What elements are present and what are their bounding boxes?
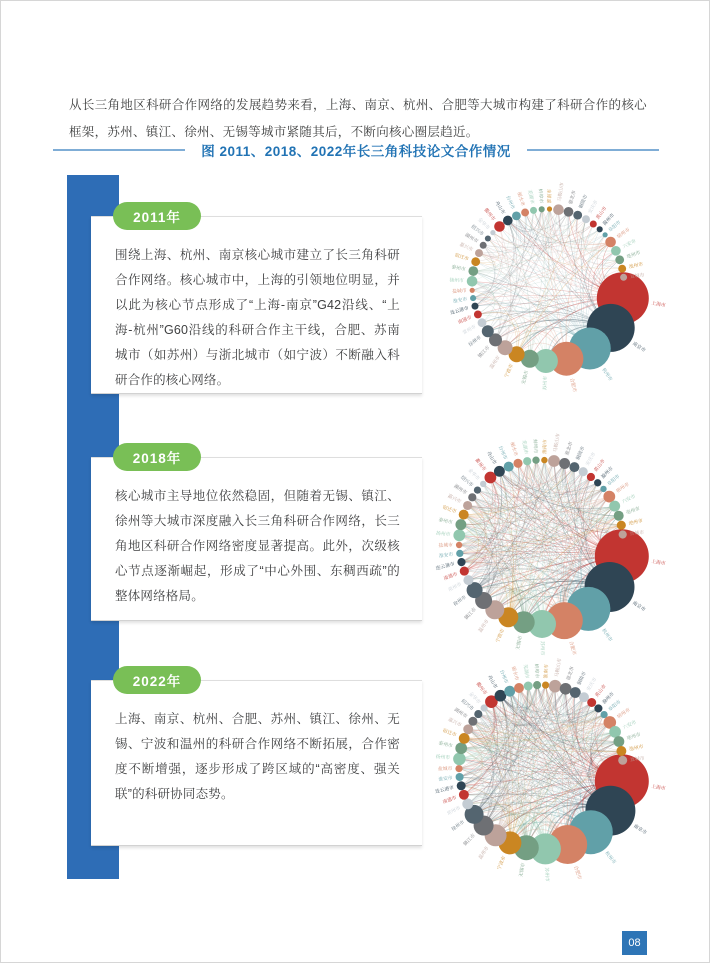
svg-text:台州市: 台州市 — [496, 445, 508, 461]
svg-text:无锡市: 无锡市 — [516, 635, 524, 651]
svg-text:池州市: 池州市 — [628, 744, 644, 753]
svg-text:苏州市: 苏州市 — [538, 640, 545, 656]
network-diagram-2022 — [409, 649, 694, 889]
svg-text:南通市: 南通市 — [442, 795, 458, 806]
section-text-2022: 上海、南京、杭州、合肥、苏州、镇江、徐州、无锡、宁波和温州的科研合作网络不断拓展，合作密度不断增强，逐步形成了跨区域的“高密度、强关联”的科研协同态势。 — [115, 712, 400, 801]
svg-text:安庆市: 安庆市 — [585, 451, 598, 467]
svg-text:宿迁市: 宿迁市 — [441, 505, 457, 515]
year-badge-2018: 2018年 — [113, 443, 201, 471]
svg-text:绍兴市: 绍兴市 — [459, 475, 474, 489]
svg-text:无锡市: 无锡市 — [521, 370, 531, 386]
figure-title: 图 2011、2018、2022年长三角科技论文合作情况 — [201, 144, 511, 159]
svg-text:宁波市: 宁波市 — [495, 628, 507, 644]
section-card-2018 — [91, 457, 422, 621]
svg-text:淮安市: 淮安市 — [438, 776, 453, 783]
svg-text:芜湖市: 芜湖市 — [526, 189, 535, 205]
intro-paragraph: 从长三角地区科研合作网络的发展趋势来看，上海、南京、杭州、合肥等大城市构建了科研合作的核心框架，苏州、镇江、徐州、无锡等城市紧随其后，不断向核心圈层趋近。 — [69, 97, 647, 139]
title-rule-left — [53, 149, 185, 151]
svg-text:丽水市: 丽水市 — [508, 441, 518, 457]
svg-text:泰州市: 泰州市 — [437, 741, 453, 750]
svg-text:宁波市: 宁波市 — [504, 363, 515, 379]
svg-text:南通市: 南通市 — [443, 572, 459, 582]
svg-text:杭州市: 杭州市 — [600, 628, 613, 643]
svg-text:上海市: 上海市 — [650, 784, 666, 793]
svg-text:湖州市: 湖州市 — [452, 484, 468, 497]
svg-text:绍兴市: 绍兴市 — [469, 224, 485, 238]
svg-text:阜阳市: 阜阳市 — [608, 220, 623, 234]
svg-text:衢州市: 衢州市 — [473, 458, 487, 473]
svg-text:苏州市: 苏州市 — [543, 867, 549, 882]
svg-text:无锡市: 无锡市 — [519, 862, 527, 878]
svg-text:宁波市: 宁波市 — [497, 855, 508, 871]
svg-text:铜陵市: 铜陵市 — [579, 194, 590, 210]
svg-text:徐州市: 徐州市 — [468, 335, 483, 349]
svg-text:上海市: 上海市 — [650, 559, 666, 568]
svg-text:淮安市: 淮安市 — [438, 552, 454, 560]
svg-text:连云港市: 连云港市 — [435, 562, 456, 572]
svg-text:舟山市: 舟山市 — [493, 200, 506, 216]
svg-text:嘉兴市: 嘉兴市 — [458, 242, 474, 254]
svg-text:盐城市: 盐城市 — [452, 288, 467, 295]
svg-text:扬州市: 扬州市 — [435, 531, 451, 538]
svg-text:金华市: 金华市 — [466, 468, 481, 482]
svg-text:衢州市: 衢州市 — [474, 681, 488, 697]
svg-text:扬州市: 扬州市 — [435, 754, 451, 762]
svg-text:马鞍山市: 马鞍山市 — [554, 657, 564, 678]
svg-text:马鞍山市: 马鞍山市 — [553, 433, 562, 453]
svg-text:滁州市: 滁州市 — [601, 466, 615, 481]
svg-text:泰州市: 泰州市 — [450, 265, 466, 273]
timeline-rail-step — [67, 394, 119, 457]
svg-text:镇江市: 镇江市 — [463, 833, 477, 848]
svg-text:南京市: 南京市 — [631, 600, 646, 614]
svg-text:马鞍山市: 马鞍山市 — [557, 182, 566, 202]
network-diagram-2011 — [416, 167, 701, 407]
section-card-2022 — [91, 680, 422, 846]
svg-text:滁州市: 滁州市 — [602, 691, 616, 706]
svg-text:合肥市: 合肥市 — [567, 640, 577, 656]
svg-text:芜湖市: 芜湖市 — [520, 439, 528, 455]
year-badge-2011: 2011年 — [113, 202, 201, 230]
svg-text:舟山市: 舟山市 — [484, 450, 497, 466]
svg-text:合肥市: 合肥市 — [572, 865, 582, 881]
svg-text:亳州市: 亳州市 — [626, 732, 642, 742]
svg-text:淮北市: 淮北市 — [565, 441, 575, 457]
timeline-rail-step — [67, 846, 119, 879]
svg-text:蚌埠市: 蚌埠市 — [532, 663, 539, 679]
svg-text:杭州市: 杭州市 — [603, 850, 617, 866]
svg-text:宿迁市: 宿迁市 — [441, 728, 457, 739]
svg-text:连云港市: 连云港市 — [434, 785, 455, 796]
svg-text:黄山市: 黄山市 — [594, 684, 608, 699]
svg-text:宣城市: 宣城市 — [630, 756, 645, 763]
svg-text:淮北市: 淮北市 — [566, 666, 576, 682]
svg-text:南京市: 南京市 — [632, 824, 648, 837]
section-text-2018: 核心城市主导地位依然稳固，但随着无锡、镇江、徐州等大城市深度融入长三角科研合作网络，长三角地区科研合作网络密度显著提高。此外，次级核心节点逐渐崛起，形成了“中心外围、东稠西疏”的整体网络格局。 — [115, 489, 400, 603]
svg-text:南京市: 南京市 — [631, 341, 646, 354]
year-badge-2022: 2022年 — [113, 666, 201, 694]
svg-text:芜湖市: 芜湖市 — [521, 664, 529, 680]
svg-text:池州市: 池州市 — [628, 262, 644, 271]
svg-text:宿州市: 宿州市 — [616, 708, 632, 721]
svg-text:温州市: 温州市 — [489, 355, 502, 371]
svg-text:六安市: 六安市 — [622, 239, 638, 251]
page-number-badge: 08 — [622, 931, 647, 955]
svg-text:温州市: 温州市 — [478, 619, 491, 634]
svg-text:安庆市: 安庆市 — [587, 199, 600, 215]
svg-text:衢州市: 衢州市 — [482, 207, 496, 223]
timeline-rail — [67, 175, 91, 879]
timeline-rail-step — [67, 175, 119, 217]
svg-text:安庆市: 安庆市 — [586, 677, 599, 693]
svg-text:连云港市: 连云港市 — [449, 306, 470, 317]
svg-text:亳州市: 亳州市 — [625, 506, 641, 517]
svg-text:宣城市: 宣城市 — [629, 530, 645, 538]
svg-text:舟山市: 舟山市 — [486, 674, 498, 690]
section-card-2011 — [91, 216, 422, 394]
svg-text:丽水市: 丽水市 — [509, 665, 519, 682]
svg-text:淮南市: 淮南市 — [542, 439, 549, 455]
svg-text:阜阳市: 阜阳市 — [607, 474, 622, 488]
svg-text:镇江市: 镇江市 — [477, 345, 492, 360]
svg-text:台州市: 台州市 — [504, 195, 515, 211]
svg-text:嘉兴市: 嘉兴市 — [446, 494, 462, 506]
svg-text:温州市: 温州市 — [478, 845, 491, 861]
svg-text:亳州市: 亳州市 — [626, 250, 642, 261]
svg-text:阜阳市: 阜阳市 — [608, 699, 623, 713]
network-diagram-2018 — [409, 424, 694, 664]
svg-text:徐州市: 徐州市 — [453, 595, 468, 608]
svg-text:淮南市: 淮南市 — [544, 664, 550, 679]
figure-title-row — [41, 140, 671, 160]
svg-text:宣城市: 宣城市 — [629, 273, 645, 280]
svg-text:湖州市: 湖州市 — [463, 232, 479, 245]
svg-text:扬州市: 扬州市 — [449, 278, 464, 285]
section-text-2011: 围绕上海、杭州、南京核心城市建立了长三角科研合作网络。核心城市中，上海的引领地位明显，并以此为核心节点形成了“上海-南京”G42沿线、“上海-杭州”G60沿线的科研合作主干线，合肥、苏南城市（如苏州）与浙北城市（如宁波）不断融入科研合作的核心网络。 — [115, 248, 400, 387]
svg-text:泰州市: 泰州市 — [437, 518, 453, 526]
svg-text:常州市: 常州市 — [447, 582, 463, 594]
svg-text:杭州市: 杭州市 — [600, 367, 613, 383]
svg-text:金华市: 金华市 — [476, 217, 491, 232]
svg-text:铜陵市: 铜陵市 — [576, 445, 587, 462]
svg-text:金华市: 金华市 — [467, 691, 481, 706]
svg-text:徐州市: 徐州市 — [451, 820, 466, 833]
svg-text:丽水市: 丽水市 — [515, 191, 525, 207]
title-rule-right — [527, 149, 659, 151]
svg-text:淮安市: 淮安市 — [452, 297, 468, 305]
svg-text:宿州市: 宿州市 — [616, 227, 632, 240]
svg-text:淮北市: 淮北市 — [568, 189, 578, 206]
svg-text:蚌埠市: 蚌埠市 — [531, 439, 538, 454]
svg-text:合肥市: 合肥市 — [568, 377, 577, 393]
svg-text:南通市: 南通市 — [457, 315, 473, 326]
svg-text:宿州市: 宿州市 — [615, 482, 631, 495]
svg-text:湖州市: 湖州市 — [452, 707, 468, 720]
timeline-rail-step — [67, 621, 119, 680]
svg-text:滁州市: 滁州市 — [602, 213, 616, 228]
svg-text:上海市: 上海市 — [650, 301, 666, 309]
svg-text:苏州市: 苏州市 — [543, 375, 549, 391]
svg-text:盐城市: 盐城市 — [437, 766, 453, 773]
svg-text:台州市: 台州市 — [497, 669, 509, 685]
svg-text:镇江市: 镇江市 — [464, 607, 478, 622]
svg-text:嘉兴市: 嘉兴市 — [446, 717, 462, 729]
svg-text:黄山市: 黄山市 — [593, 458, 607, 474]
svg-text:蚌埠市: 蚌埠市 — [536, 188, 543, 204]
svg-text:绍兴市: 绍兴市 — [459, 698, 475, 713]
svg-text:常州市: 常州市 — [462, 324, 478, 337]
svg-text:黄山市: 黄山市 — [595, 206, 609, 221]
svg-text:六安市: 六安市 — [621, 494, 637, 506]
svg-text:铜陵市: 铜陵市 — [577, 671, 588, 687]
svg-text:常州市: 常州市 — [446, 806, 462, 817]
svg-text:池州市: 池州市 — [628, 519, 644, 527]
svg-text:盐城市: 盐城市 — [438, 543, 454, 549]
svg-text:淮南市: 淮南市 — [547, 188, 554, 204]
svg-text:宿迁市: 宿迁市 — [453, 253, 470, 263]
svg-text:六安市: 六安市 — [622, 720, 638, 732]
